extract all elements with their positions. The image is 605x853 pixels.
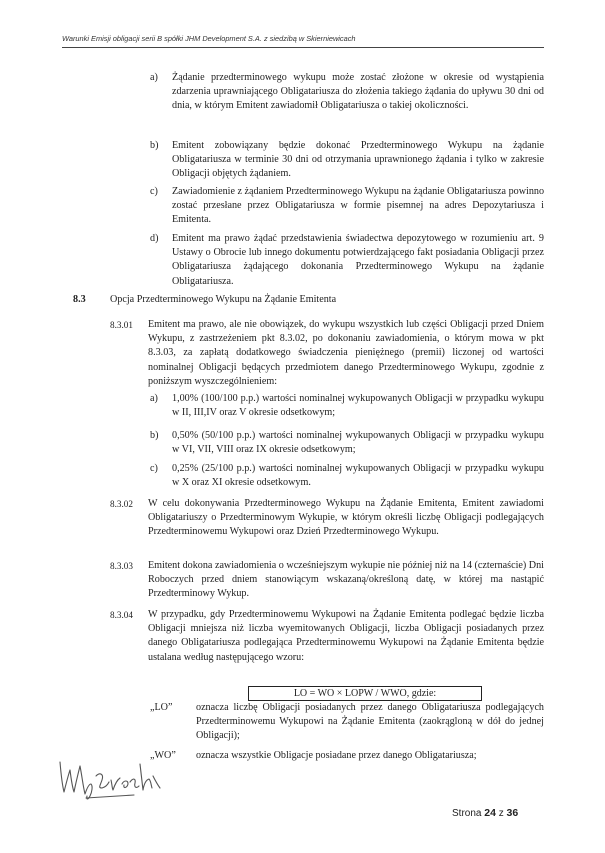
- page-number-total: 36: [506, 807, 519, 819]
- item-b-label: b): [150, 140, 159, 151]
- page-number-separator: z: [498, 808, 504, 819]
- definition-wo-text: oznacza wszystkie Obligacje posiadane przez danego Obligatariusza;: [196, 750, 477, 761]
- premium-b-text: 0,50% (50/100 p.p.) wartości nominalnej wykupowanych Obligacji w przypadku wykupu w VI, VII, VIII oraz IX okresie odsetkowym;: [172, 430, 544, 456]
- item-d-text: Emitent ma prawo żądać przedstawienia świadectwa depozytowego w rozumieniu art. 9 Ustawy o Obrocie lub innego dokumentu potwierdzającego fakt posiadania Obligacji przez Obligatariusza żądającego dokonania Przedterminowego Wykupu na żądanie Obligatariusza.: [172, 233, 544, 287]
- section-number: 8.3: [73, 294, 86, 305]
- page-number: [452, 807, 518, 819]
- handwritten-signature: [56, 754, 166, 804]
- item-d-label: d): [150, 233, 159, 244]
- p8303-text: Emitent dokona zawiadomienia o wcześniejszym wykupie nie później niż na 14 (czternaście) Dni Roboczych przed dniem stanowiącym wskazaną/określoną datę, w której ma nastąpić Przedterminowy Wykup.: [148, 560, 544, 600]
- p8301-number: 8.3.01: [110, 320, 133, 330]
- p8301-text: Emitent ma prawo, ale nie obowiązek, do wykupu wszystkich lub części Obligacji przed Dniem Wykupu, z zastrzeżeniem pkt 8.3.02, po dokonaniu zawiadomienia, o którym mowa w pkt 8.3.03, za zapłatą dodatkowego świadczenia pieniężnego (premii) liczonej od wartości nominalnej Obligacji będących przedmiotem danego Przedterminowego Wykupu, zgodnie z poniższym wyszczególnieniem:: [148, 319, 544, 387]
- page-number-prefix: Strona: [452, 808, 482, 819]
- definition-lo-text: oznacza liczbę Obligacji posiadanych przez danego Obligatariusza podlegających Przedterminowemu Wykupowi na Żądanie Emitenta (zaokrągloną w dół do jednej Obligacji);: [196, 702, 544, 742]
- header-divider: [62, 47, 544, 48]
- page-number-current: 24: [484, 807, 496, 819]
- item-c-label: c): [150, 186, 158, 197]
- premium-c-label: c): [150, 463, 158, 474]
- premium-b-label: b): [150, 430, 159, 441]
- document-header: Warunki Emisji obligacji serii B spółki JHM Development S.A. z siedzibą w Skierniewicach: [62, 34, 356, 43]
- p8304-number: 8.3.04: [110, 610, 133, 620]
- p8302-number: 8.3.02: [110, 499, 133, 509]
- premium-a-label: a): [150, 393, 158, 404]
- p8302-text: W celu dokonywania Przedterminowego Wykupu na Żądanie Emitenta, Emitent zawiadomi Obligatariuszy o Przedterminowym Wykupie, w którym określi liczbę Obligacji podlegających Przedterminowemu Wykupowi oraz Dzień Przedterminowego Wykupu.: [148, 498, 544, 538]
- p8304-text: W przypadku, gdy Przedterminowemu Wykupowi na Żądanie Emitenta podlegać będzie liczba Obligacji mniejsza niż liczba wyemitowanych Obligacji, liczba Obligacji posiadanych przez danego Obligatariusza podlegająca Przedterminowemu Wykupowi na Żądanie Emitenta będzie ustalana według następującego wzoru:: [148, 609, 544, 663]
- definition-wo-term: „WO”: [150, 750, 176, 761]
- item-a-label: a): [150, 72, 158, 83]
- definition-lo-term: „LO”: [150, 702, 173, 713]
- premium-a-text: 1,00% (100/100 p.p.) wartości nominalnej wykupowanych Obligacji w przypadku wykupu w II, III,IV oraz V okresie odsetkowym;: [172, 393, 544, 419]
- item-b-text: Emitent zobowiązany będzie dokonać Przedterminowego Wykupu na żądanie Obligatariusza w terminie 30 dni od otrzymania uprawnionego żądania i tylko w zakresie Obligacji objętych żądaniem.: [172, 140, 544, 180]
- item-a-text: Żądanie przedterminowego wykupu może zostać złożone w okresie od wystąpienia zdarzenia uprawniającego Obligatariusza do złożenia takiego żądania do upływu 30 dni od dnia, w którym Emitent zawiadomił Obligatariusza o takiej okoliczności.: [172, 72, 544, 112]
- formula-box: LO = WO × LOPW / WWO, gdzie:: [248, 686, 482, 701]
- section-title: Opcja Przedterminowego Wykupu na Żądanie Emitenta: [110, 294, 337, 305]
- p8303-number: 8.3.03: [110, 561, 133, 571]
- premium-c-text: 0,25% (25/100 p.p.) wartości nominalnej wykupowanych Obligacji w przypadku wykupu w X oraz XI okresie odsetkowym.: [172, 463, 544, 489]
- item-c-text: Zawiadomienie z żądaniem Przedterminowego Wykupu na żądanie Obligatariusza powinno zostać przesłane przez Obligatariusza w formie pisemnej na adres Depozytariusza i Emitenta.: [172, 186, 545, 226]
